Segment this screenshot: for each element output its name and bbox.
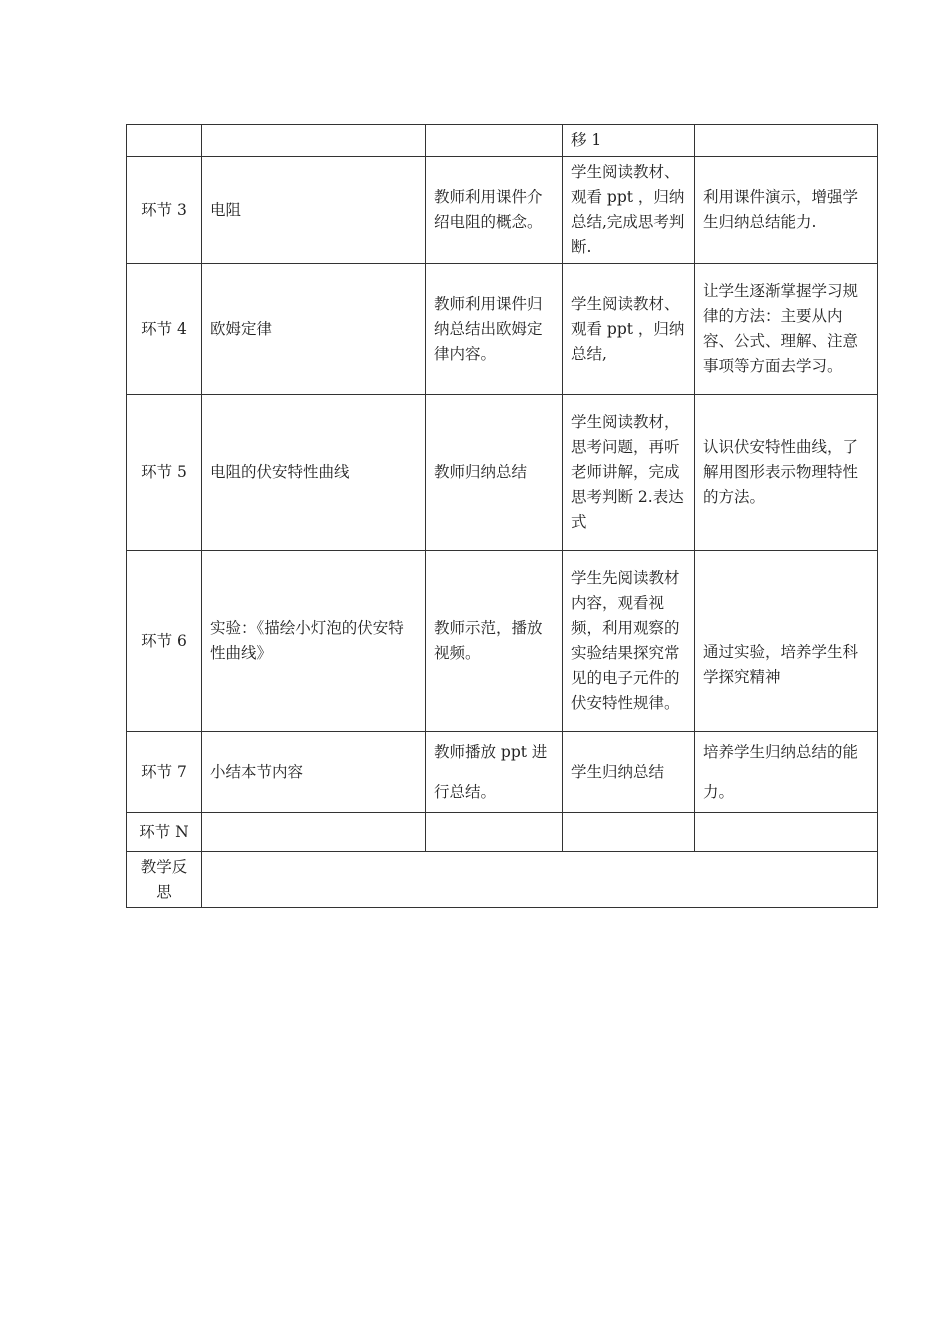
student-activity-cell: 移 1: [563, 125, 695, 157]
teacher-activity-cell: 教师归纳总结: [426, 395, 563, 551]
design-intent-cell: 利用课件演示，增强学生归纳总结能力.: [695, 157, 878, 264]
teacher-activity-cell: 教师利用课件介绍电阻的概念。: [426, 157, 563, 264]
topic-cell: 欧姆定律: [202, 264, 426, 395]
teacher-activity-cell: 教师示范，播放视频。: [426, 551, 563, 732]
topic-cell: 电阻的伏安特性曲线: [202, 395, 426, 551]
student-activity-cell: 学生先阅读教材内容，观看视频，利用观察的实验结果探究常见的电子元件的伏安特性规律。: [563, 551, 695, 732]
teacher-activity-cell: [426, 125, 563, 157]
topic-cell: [202, 125, 426, 157]
design-intent-cell: [695, 125, 878, 157]
stage-cell: [127, 125, 202, 157]
topic-cell: 实验：《描绘小灯泡的伏安特性曲线》: [202, 551, 426, 732]
student-activity-cell: 学生阅读教材、观看 ppt ，归纳总结,完成思考判断.: [563, 157, 695, 264]
stage-cell: 环节 7: [127, 732, 202, 813]
design-intent-cell: 培养学生归纳总结的能力。: [695, 732, 878, 813]
student-activity-cell: 学生归纳总结: [563, 732, 695, 813]
table-row: [127, 395, 878, 551]
table-row: [127, 551, 878, 732]
stage-cell: 环节 5: [127, 395, 202, 551]
design-intent-cell: 认识伏安特性曲线，了解用图形表示物理特性的方法。: [695, 395, 878, 551]
table-row: [127, 813, 878, 852]
lesson-plan-table: [126, 124, 878, 908]
teacher-activity-cell: 教师播放 ppt 进行总结。: [426, 732, 563, 813]
reflection-label: 教学反思: [127, 852, 202, 908]
student-activity-cell: [563, 813, 695, 852]
student-activity-cell: 学生阅读教材、观看 ppt ，归纳总结,: [563, 264, 695, 395]
teacher-activity-cell: 教师利用课件归纳总结出欧姆定律内容。: [426, 264, 563, 395]
design-intent-cell: 通过实验，培养学生科学探究精神: [695, 551, 878, 732]
table-row: [127, 157, 878, 264]
reflection-row: [127, 852, 878, 908]
reflection-content: [202, 852, 878, 908]
topic-cell: 小结本节内容: [202, 732, 426, 813]
stage-cell: 环节 6: [127, 551, 202, 732]
table-row: [127, 732, 878, 813]
table-row: [127, 125, 878, 157]
design-intent-cell: 让学生逐渐掌握学习规律的方法：主要从内容、公式、理解、注意事项等方面去学习。: [695, 264, 878, 395]
stage-cell: 环节 N: [127, 813, 202, 852]
topic-cell: [202, 813, 426, 852]
table-row: [127, 264, 878, 395]
teacher-activity-cell: [426, 813, 563, 852]
stage-cell: 环节 3: [127, 157, 202, 264]
design-intent-cell: [695, 813, 878, 852]
topic-cell: 电阻: [202, 157, 426, 264]
student-activity-cell: 学生阅读教材，思考问题，再听老师讲解，完成思考判断 2.表达式: [563, 395, 695, 551]
stage-cell: 环节 4: [127, 264, 202, 395]
